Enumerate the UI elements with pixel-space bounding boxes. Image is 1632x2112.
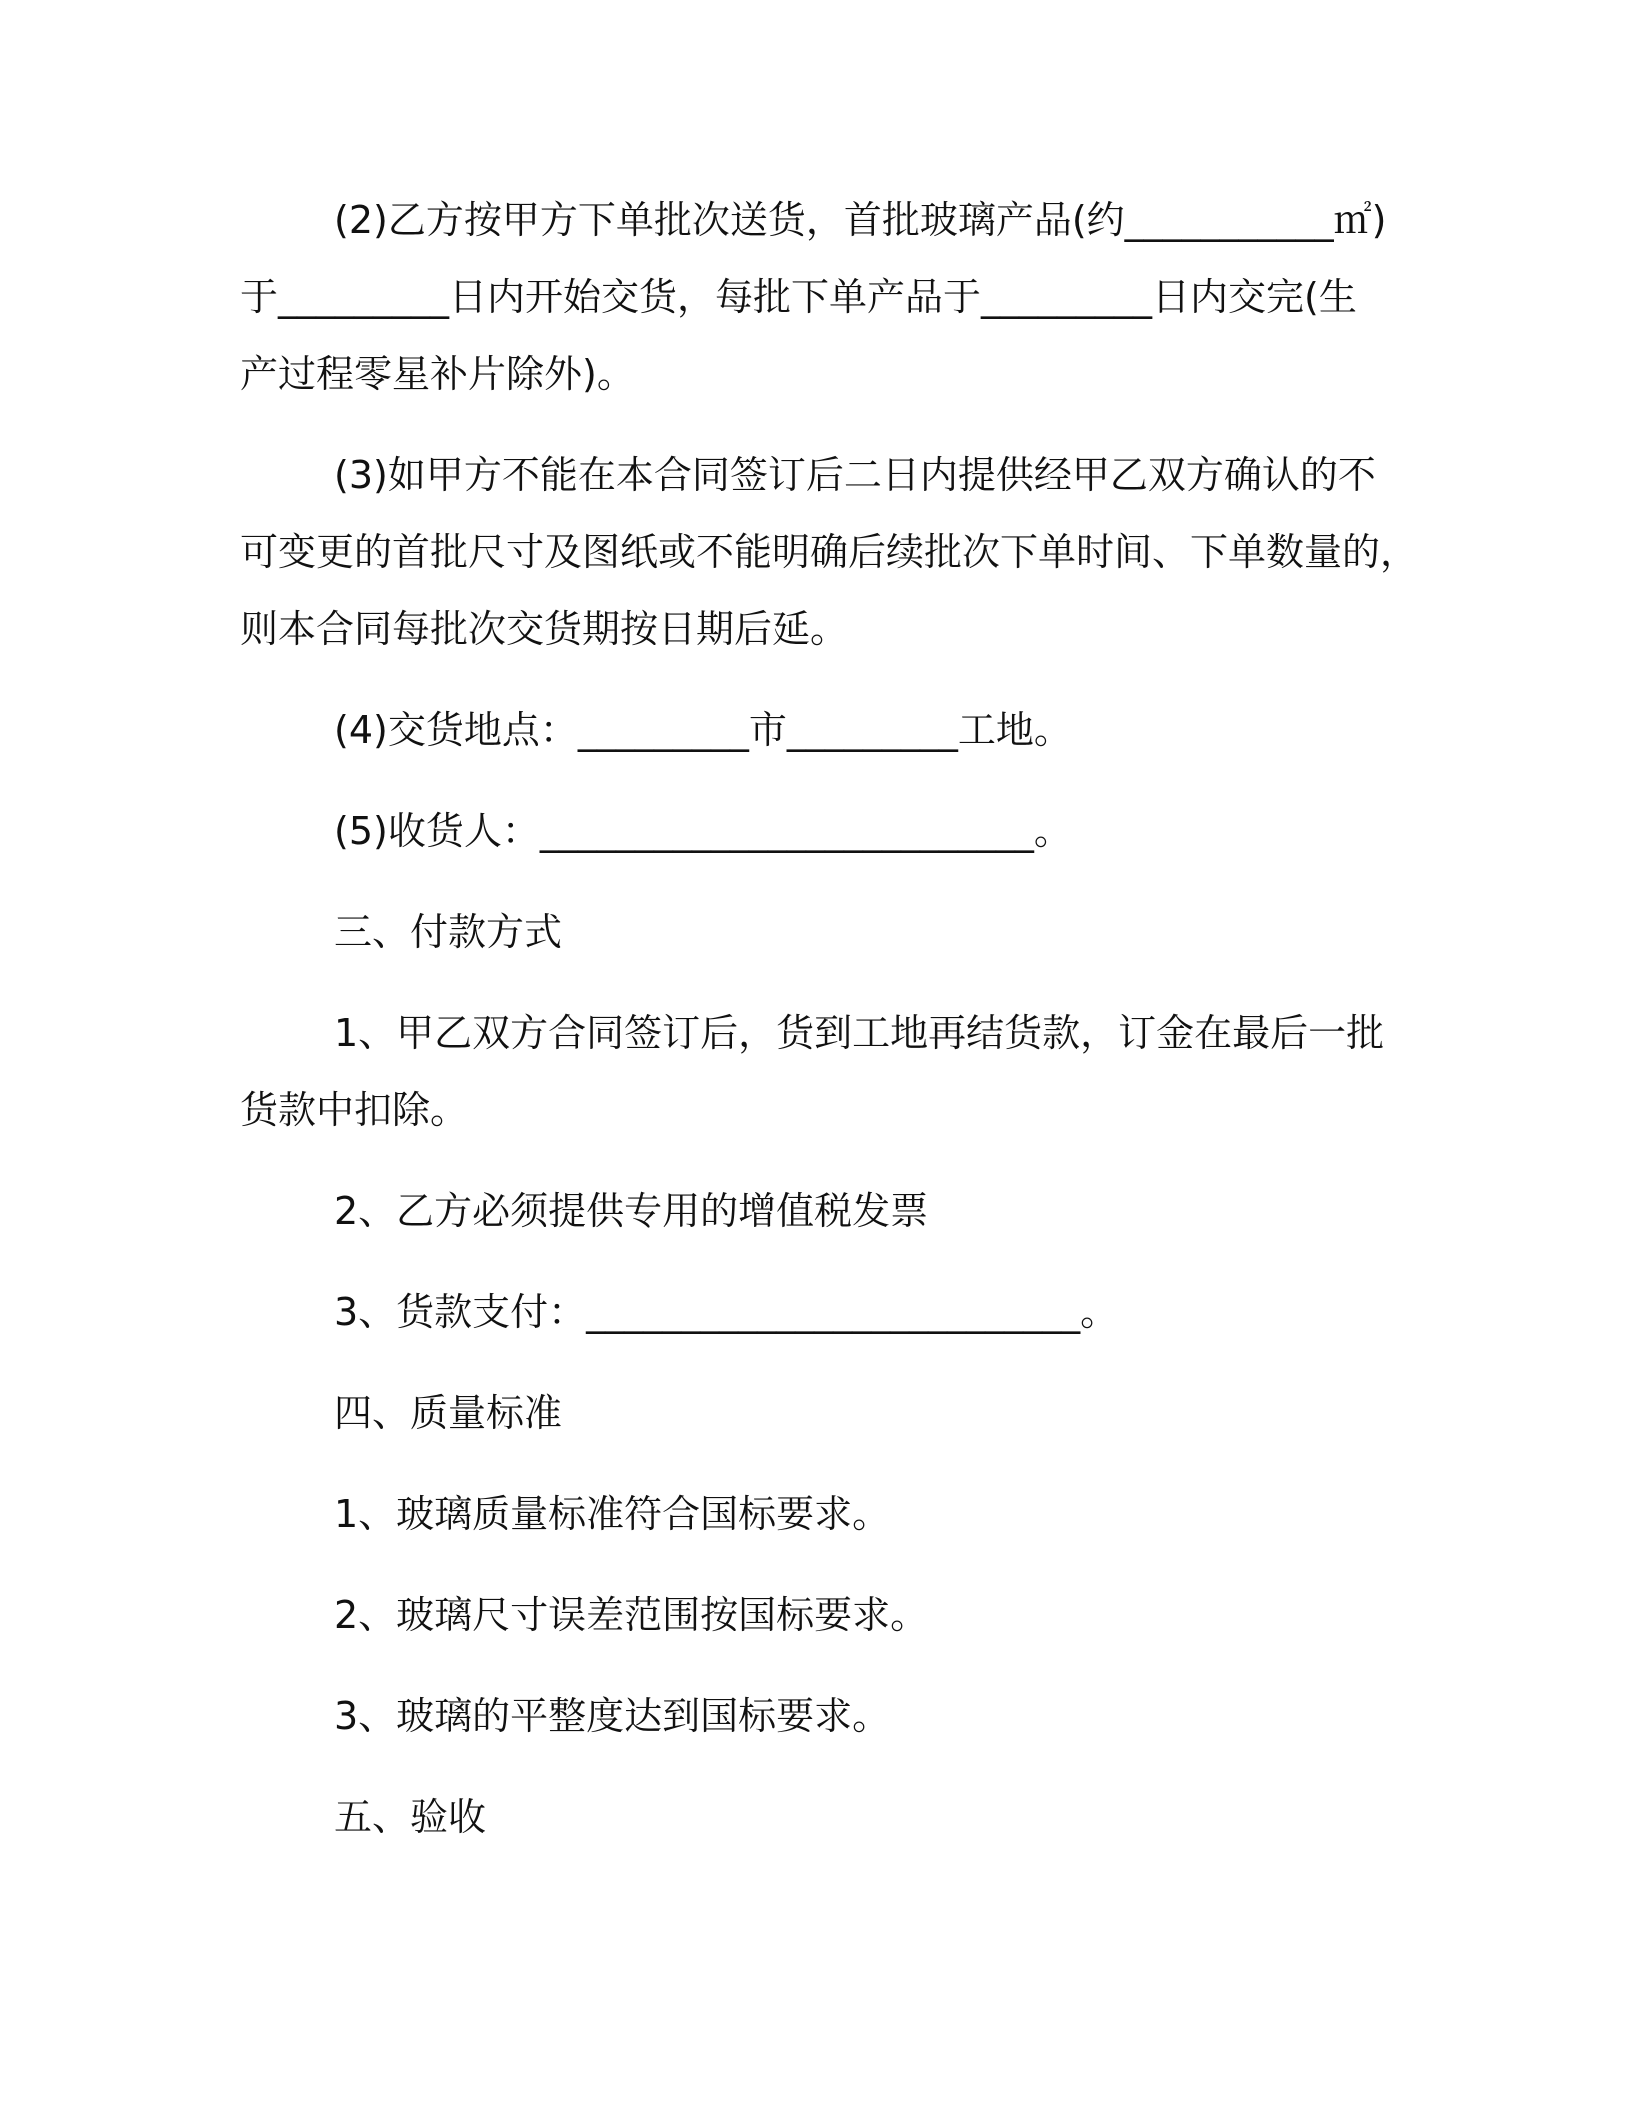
payment-item-1-line-2: 货款中扣除。 [240,1088,469,1132]
quality-item-2: 2、玻璃尺寸误差范围按国标要求。 [334,1593,929,1637]
quality-item-1: 1、玻璃质量标准符合国标要求。 [334,1492,891,1536]
clause-2-line-2: 于_________日内开始交货，每批下单产品于_________日内交完(生 [240,275,1357,319]
clause-2-line-1: (2)乙方按甲方下单批次送货，首批玻璃产品(约___________㎡) [334,198,1387,242]
payment-item-1-line-1: 1、甲乙双方合同签订后，货到工地再结货款，订金在最后一批 [334,1011,1385,1055]
clause-3-line-3: 则本合同每批次交货期按日期后延。 [240,607,849,651]
section-heading-payment: 三、付款方式 [334,910,563,954]
section-heading-quality: 四、质量标准 [334,1391,563,1435]
clause-5-receiver: (5)收货人：__________________________。 [334,809,1072,853]
payment-item-2: 2、乙方必须提供专用的增值税发票 [334,1189,929,1233]
section-heading-acceptance: 五、验收 [334,1795,487,1839]
clause-3-line-1: (3)如甲方不能在本合同签订后二日内提供经甲乙双方确认的不 [334,453,1376,497]
payment-item-3: 3、货款支付：__________________________。 [334,1290,1119,1334]
clause-2-line-3: 产过程零星补片除外)。 [240,352,635,396]
clause-4-delivery-location: (4)交货地点：_________市_________工地。 [334,708,1072,752]
quality-item-3: 3、玻璃的平整度达到国标要求。 [334,1694,891,1738]
clause-3-line-2: 可变更的首批尺寸及图纸或不能明确后续批次下单时间、下单数量的， [240,530,1419,574]
